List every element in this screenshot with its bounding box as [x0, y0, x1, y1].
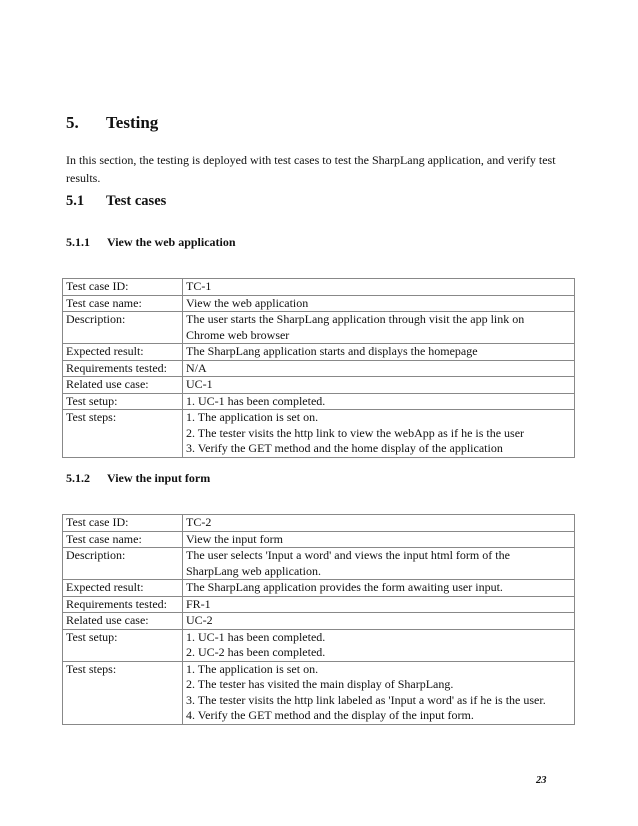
row-value: [183, 312, 575, 344]
table-row: [63, 377, 575, 394]
row-value-line: The SharpLang application starts and displays the homepage: [186, 344, 478, 358]
case1-title: View the web application: [107, 235, 236, 249]
row-value: [183, 515, 575, 532]
row-label: Test case ID:: [63, 515, 183, 532]
row-value: [183, 377, 575, 394]
row-value: [183, 344, 575, 361]
row-label: Description:: [63, 548, 183, 580]
row-value-line: UC-2: [186, 613, 213, 627]
table-row: [63, 596, 575, 613]
table-row: [63, 580, 575, 597]
row-label: Description:: [63, 312, 183, 344]
case1-number: 5.1.1: [66, 235, 90, 249]
row-value-line: TC-1: [186, 279, 212, 293]
table-row: [63, 279, 575, 296]
table-row: [63, 312, 575, 344]
row-value-line: The user selects 'Input a word' and views the input html form of the: [186, 548, 510, 562]
row-label: Test case name:: [63, 531, 183, 548]
section-number: 5.: [66, 113, 79, 132]
case2-heading: [66, 470, 210, 486]
case2-number: 5.1.2: [66, 471, 90, 485]
table-row: [63, 410, 575, 458]
table-row: [63, 548, 575, 580]
test-case-table-2-body: [63, 515, 575, 725]
row-value-line: View the input form: [186, 531, 283, 546]
row-value: [183, 279, 575, 296]
row-value: [183, 295, 575, 312]
row-value-line: 4. Verify the GET method and the display of the input form.: [186, 708, 474, 722]
section-heading: [66, 113, 158, 133]
row-value-line: View the web application: [186, 295, 309, 310]
row-label: Test steps:: [63, 410, 183, 458]
table-row: [63, 531, 575, 548]
table-row: [63, 393, 575, 410]
section-intro: In this section, the testing is deployed with test cases to test the SharpLang application, and verify test results.: [66, 153, 556, 185]
row-value-line: N/A: [186, 360, 207, 375]
row-value-line: 2. The tester visits the http link to view the webApp as if he is the user: [186, 425, 525, 440]
subsection-title: Test cases: [106, 193, 167, 209]
row-value: [183, 531, 575, 548]
section-title: Testing: [106, 113, 159, 132]
row-label: Expected result:: [63, 344, 183, 361]
row-label: Test case ID:: [63, 279, 183, 296]
test-case-table-1: [62, 278, 575, 458]
row-value: [183, 360, 575, 377]
row-label: Test case name:: [63, 295, 183, 312]
row-value-line: 1. UC-1 has been completed.: [186, 629, 326, 644]
row-value-line: The user starts the SharpLang application through visit the app link on: [186, 312, 525, 326]
row-label: Requirements tested:: [63, 360, 183, 377]
row-value-line: FR-1: [186, 596, 211, 611]
table-row: [63, 344, 575, 361]
row-label: Related use case:: [63, 613, 183, 630]
row-value-line: 1. The application is set on.: [186, 410, 319, 424]
row-value: [183, 661, 575, 724]
row-label: Requirements tested:: [63, 596, 183, 613]
row-value-line: 1. UC-1 has been completed.: [186, 393, 326, 408]
row-value-line: 3. The tester visits the http link labeled as 'Input a word' as if he is the user.: [186, 692, 546, 707]
row-value-line: 2. The tester has visited the main display of SharpLang.: [186, 677, 454, 691]
row-value-line: 1. The application is set on.: [186, 661, 319, 676]
row-value-line: The SharpLang application provides the form awaiting user input.: [186, 580, 503, 594]
table-row: [63, 515, 575, 532]
row-value-line: 2. UC-2 has been completed.: [186, 645, 326, 659]
row-label: Test setup:: [63, 629, 183, 661]
row-label: Test steps:: [63, 661, 183, 724]
table-row: [63, 629, 575, 661]
row-value: [183, 580, 575, 597]
row-value: [183, 410, 575, 458]
row-value: [183, 613, 575, 630]
row-value-line: UC-1: [186, 377, 213, 391]
row-value-line: Chrome web browser: [186, 327, 290, 342]
test-case-table-2: [62, 514, 575, 725]
row-value: [183, 548, 575, 580]
row-value-line: SharpLang web application.: [186, 563, 321, 578]
case2-title: View the input form: [107, 471, 211, 485]
table-row: [63, 360, 575, 377]
row-label: Expected result:: [63, 580, 183, 597]
case1-heading: [66, 234, 236, 250]
row-label: Test setup:: [63, 393, 183, 410]
subsection-number: 5.1: [66, 193, 85, 209]
row-label: Related use case:: [63, 377, 183, 394]
subsection-heading: [66, 192, 166, 210]
table-row: [63, 613, 575, 630]
table-row: [63, 295, 575, 312]
row-value-line: 3. Verify the GET method and the home display of the application: [186, 441, 503, 455]
row-value: [183, 596, 575, 613]
row-value-line: TC-2: [186, 515, 212, 529]
table-row: [63, 661, 575, 724]
row-value: [183, 393, 575, 410]
page-number: 23: [536, 775, 547, 786]
row-value: [183, 629, 575, 661]
test-case-table-1-body: [63, 279, 575, 458]
